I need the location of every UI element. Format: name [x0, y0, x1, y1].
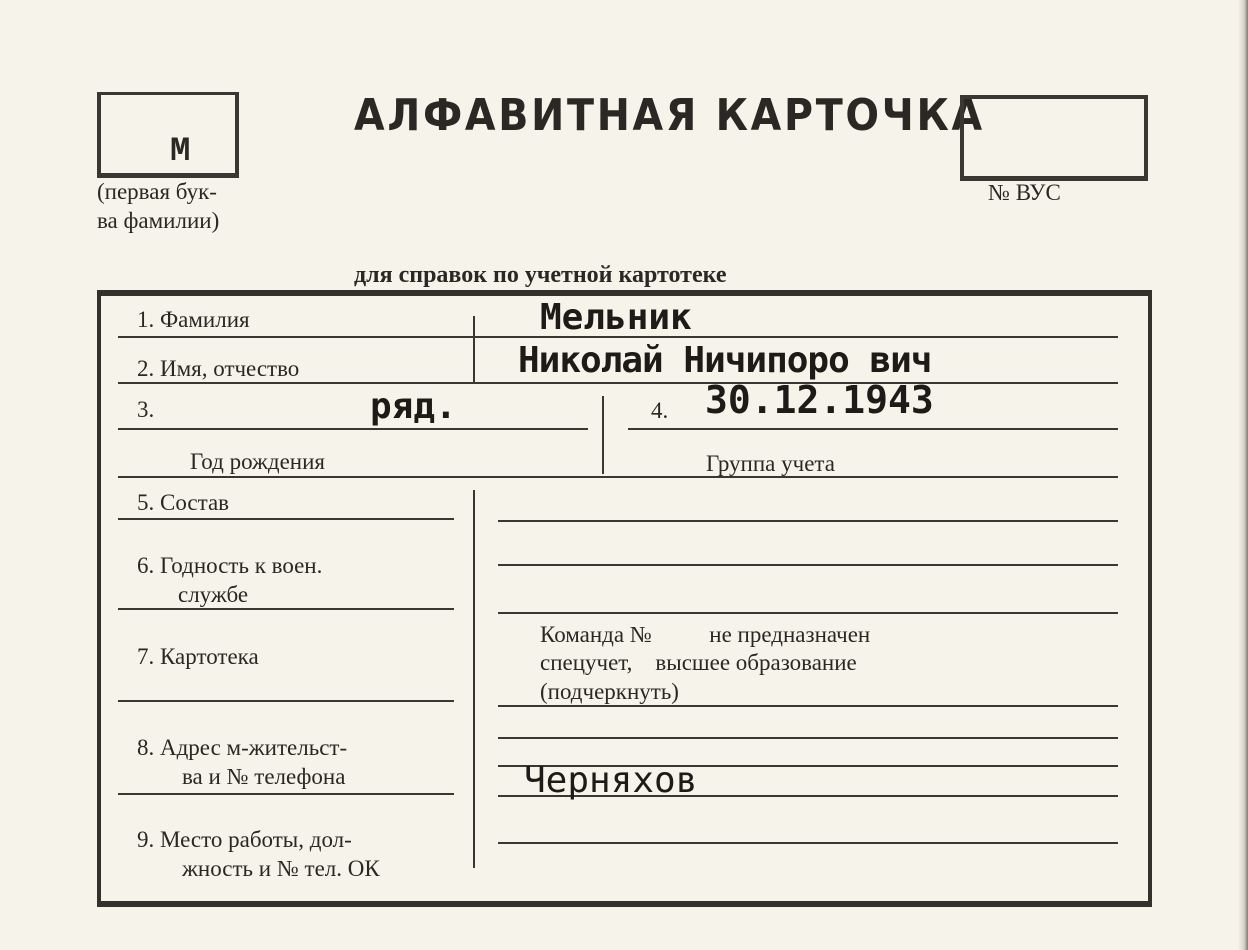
field-7-right-3: (подчеркнуть) [540, 679, 679, 704]
field-2-label: 2. Имя, отчество [137, 356, 300, 381]
rule-4 [628, 428, 1118, 430]
rule-year [118, 476, 1118, 478]
card-subtitle: для справок по учетной картотеке [354, 262, 727, 288]
rule-6-right [498, 612, 1118, 614]
birth-date-value: 30.12.1943 [705, 378, 934, 422]
letter-box-caption-1: (первая бук- [97, 179, 217, 204]
address-value: Черняхов [524, 760, 698, 801]
rule-6 [118, 608, 454, 610]
letter-box-caption-2: ва фамилии) [97, 208, 220, 233]
field-7-right-1: Команда № не предназначен [540, 622, 871, 647]
field-6-label-2: службе [178, 582, 249, 607]
field-4-label: 4. [651, 398, 669, 423]
rule-7b-right [498, 737, 1118, 739]
field-3-label: 3. [137, 397, 155, 422]
rule-7 [118, 700, 454, 702]
letter-box [97, 92, 239, 178]
field-8-label-2: ва и № телефона [182, 764, 346, 789]
field-7-right-2: спецучет, высшее образование [540, 650, 857, 675]
field-9-label-2: жность и № тел. ОК [182, 856, 380, 881]
rule-9-right [498, 842, 1118, 844]
rule-8 [118, 793, 454, 795]
card-edge-shadow [1238, 0, 1248, 950]
field-8-label-1: 8. Адрес м-жительст- [137, 735, 348, 760]
vus-label: № ВУС [988, 180, 1061, 205]
rule-3 [118, 428, 588, 430]
field-3-caption: Год рождения [190, 449, 325, 474]
rule-5 [118, 518, 454, 520]
field-9-label-1: 9. Место работы, дол- [137, 827, 352, 852]
surname-letter: М [170, 133, 191, 171]
rule-5b-right [498, 564, 1118, 566]
field-6-label-1: 6. Годность к воен. [137, 553, 323, 578]
name-patronymic-value: Николай Ничипоро вич [518, 340, 932, 381]
rank-value: ряд. [370, 386, 457, 427]
divider-3-4 [602, 396, 604, 474]
field-4-caption: Группа учета [706, 451, 835, 476]
surname-value: Мельник [540, 297, 692, 338]
field-7-label: 7. Картотека [137, 644, 259, 669]
vus-box [960, 95, 1148, 181]
field-5-label: 5. Состав [137, 490, 230, 515]
card-title: АЛФАВИТНАЯ КАРТОЧКА [354, 90, 985, 141]
field-1-label: 1. Фамилия [137, 307, 250, 332]
divider-main [473, 490, 475, 868]
divider-top [473, 316, 475, 382]
rule-5-right [498, 520, 1118, 522]
